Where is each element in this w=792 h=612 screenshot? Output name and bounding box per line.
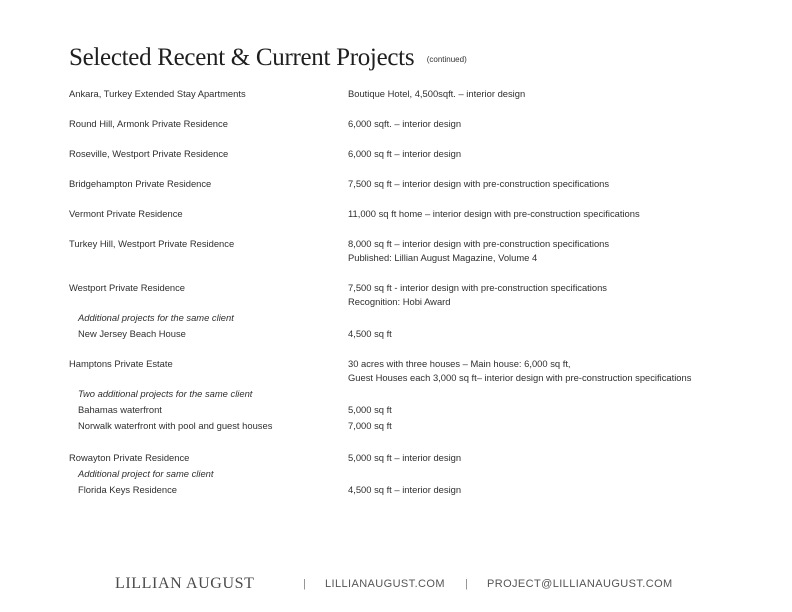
- project-name: Hamptons Private Estate: [69, 358, 173, 369]
- brand-logo: LILLIAN AUGUST: [115, 575, 255, 592]
- project-detail: 30 acres with three houses – Main house: 6,000 sq ft,: [348, 358, 571, 369]
- subproject-name: Florida Keys Residence: [78, 484, 178, 495]
- project-name: Roseville, Westport Private Residence: [69, 148, 229, 159]
- subproject-detail: 4,500 sq ft: [348, 328, 392, 339]
- project-name: Vermont Private Residence: [69, 208, 183, 219]
- subproject-detail: 5,000 sq ft: [348, 404, 392, 415]
- project-detail: 7,500 sq ft – interior design with pre-construction specifications: [348, 178, 610, 189]
- project-name: Rowayton Private Residence: [69, 452, 190, 463]
- project-detail: 7,500 sq ft - interior design with pre-construction specifications: [348, 282, 607, 293]
- project-detail-extra: Published: Lillian August Magazine, Volume 4: [348, 252, 538, 263]
- subproject-name: Norwalk waterfront with pool and guest houses: [78, 420, 273, 431]
- project-detail: 11,000 sq ft home – interior design with pre-construction specifications: [348, 208, 640, 219]
- project-detail: 5,000 sq ft – interior design: [348, 452, 462, 463]
- project-name: Ankara, Turkey Extended Stay Apartments: [69, 88, 246, 99]
- subproject-detail: 7,000 sq ft: [348, 420, 392, 431]
- project-name: Round Hill, Armonk Private Residence: [69, 118, 228, 129]
- website-link[interactable]: LILLIANAUGUST.COM: [325, 578, 445, 590]
- project-name: Bridgehampton Private Residence: [69, 178, 212, 189]
- subproject-detail: 4,500 sq ft – interior design: [348, 484, 462, 495]
- page-title: Selected Recent & Current Projects: [69, 44, 415, 71]
- client-note: Two additional projects for the same client: [78, 388, 253, 399]
- footer: [0, 575, 792, 595]
- page-header: [69, 44, 467, 72]
- project-detail: Boutique Hotel, 4,500sqft. – interior design: [348, 88, 526, 99]
- project-detail: 8,000 sq ft – interior design with pre-construction specifications: [348, 238, 610, 249]
- subproject-name: Bahamas waterfront: [78, 404, 162, 415]
- project-detail-extra: Guest Houses each 3,000 sq ft– interior design with pre-construction specifications: [348, 372, 692, 383]
- project-detail: 6,000 sqft. – interior design: [348, 118, 462, 129]
- project-name: Westport Private Residence: [69, 282, 186, 293]
- footer-separator: |: [303, 578, 306, 590]
- client-note: Additional projects for the same client: [78, 312, 234, 323]
- email-link[interactable]: PROJECT@LILLIANAUGUST.COM: [487, 578, 673, 590]
- project-detail-extra: Recognition: Hobi Award: [348, 296, 451, 307]
- project-name: Turkey Hill, Westport Private Residence: [69, 238, 235, 249]
- footer-separator: |: [465, 578, 468, 590]
- subproject-name: New Jersey Beach House: [78, 328, 186, 339]
- continued-note: (continued): [426, 55, 467, 64]
- client-note: Additional project for same client: [78, 468, 214, 479]
- project-detail: 6,000 sq ft – interior design: [348, 148, 462, 159]
